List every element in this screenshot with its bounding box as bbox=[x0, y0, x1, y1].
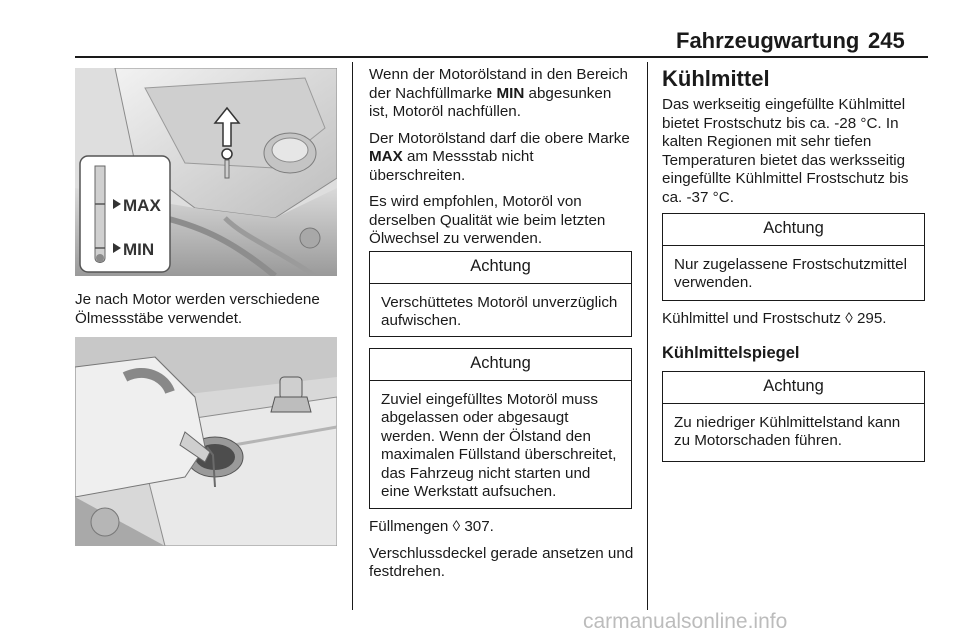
oil-refill-paragraph: Wenn der Motorölstand in den Bereich der Nachfüllmarke MIN abgesunken ist, Motoröl nachfüllen. bbox=[369, 66, 628, 120]
note-text: Nur zugelassene Frostschutzmittel verwenden. bbox=[674, 255, 907, 291]
page-header-title: Fahrzeugwartung bbox=[676, 28, 860, 53]
min-mark: MIN bbox=[496, 84, 525, 102]
coolant-intro: Das werkseitig eingefüllte Kühlmittel bietet Frostschutz bis ca. -28 °C. In kalten Regionen mit sehr tiefen Temperaturen bietet das werksseitig eingefüllte Kühlmittel Frostschutz bis ca. -37 °C. bbox=[662, 96, 909, 206]
oil-level-text bbox=[369, 66, 634, 257]
figure1-caption: Je nach Motor werden verschiedene Ölmessstäbe verwendet. bbox=[75, 291, 320, 327]
engine-dipstick-figure bbox=[75, 68, 337, 276]
cap-instruction: Verschlussdeckel gerade ansetzen und festdrehen. bbox=[369, 544, 634, 580]
reference-page-link[interactable]: 295. bbox=[856, 310, 887, 327]
max-mark: MAX bbox=[369, 148, 403, 165]
oil-refs-text bbox=[369, 518, 634, 590]
note-text: Zuviel eingefülltes Motoröl muss abgelassen oder abgesaugt werden. Wenn der Ölstand den maximalen Füllstand überschreitet, das Fahrzeug nicht starten und eine Werkstatt aufsuchen. bbox=[381, 390, 617, 500]
column-divider-left bbox=[352, 62, 353, 610]
note-box-antifreeze bbox=[662, 213, 925, 301]
note-title: Achtung bbox=[370, 252, 631, 284]
reference-page-link[interactable]: 307. bbox=[464, 518, 494, 535]
reference-arrow-icon: ◊ bbox=[845, 310, 853, 327]
note-title: Achtung bbox=[663, 214, 924, 246]
reference-arrow-icon: ◊ bbox=[452, 518, 461, 535]
note-box-low-coolant bbox=[662, 371, 925, 462]
coolant-reference: Kühlmittel und Frostschutz ◊ 295. bbox=[662, 310, 887, 327]
note-title: Achtung bbox=[370, 349, 631, 381]
min-marker-label: MIN bbox=[123, 240, 155, 259]
section-heading-coolant: Kühlmittel bbox=[662, 66, 770, 91]
max-marker-label: MAX bbox=[123, 196, 161, 215]
engine-dipstick-illustration bbox=[75, 68, 337, 276]
column-divider-right bbox=[647, 62, 648, 610]
oil-filling-illustration bbox=[75, 337, 337, 546]
note-text: Zu niedriger Kühlmittelstand kann zu Motorschaden führen. bbox=[674, 413, 901, 449]
note-box-spill bbox=[369, 251, 632, 337]
note-title: Achtung bbox=[663, 372, 924, 404]
capacities-reference: Füllmengen ◊ 307. bbox=[369, 518, 494, 535]
header-rule bbox=[75, 56, 928, 58]
note-text: Verschüttetes Motoröl unverzüglich aufwischen. bbox=[381, 293, 618, 329]
watermark: carmanualsonline.info bbox=[583, 610, 788, 633]
subheading-coolant-level: Kühlmittelspiegel bbox=[662, 344, 800, 362]
oil-quality-paragraph: Es wird empfohlen, Motoröl von derselben Qualität wie beim letzten Ölwechsel zu verwenden. bbox=[369, 193, 606, 247]
page-number: 245 bbox=[868, 28, 905, 53]
note-box-overfill bbox=[369, 348, 632, 509]
oil-max-paragraph: Der Motorölstand darf die obere Marke MAX am Messstab nicht überschreiten. bbox=[369, 129, 630, 184]
oil-filling-figure bbox=[75, 337, 337, 546]
